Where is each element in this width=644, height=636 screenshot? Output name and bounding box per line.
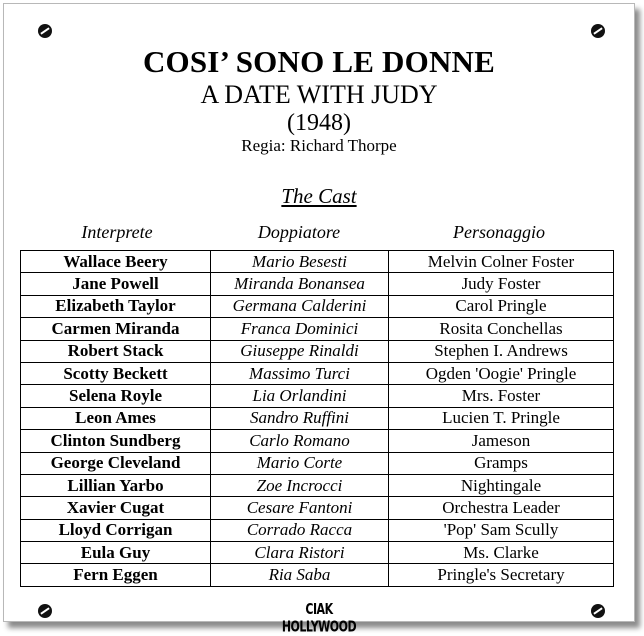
character-cell: Ms. Clarke (389, 542, 614, 564)
table-row (21, 340, 614, 362)
actor-cell: Selena Royle (21, 385, 211, 407)
actor-cell: Scotty Beckett (21, 362, 211, 384)
actor-cell: Wallace Beery (21, 251, 211, 273)
table-row (21, 430, 614, 452)
character-cell: Orchestra Leader (389, 497, 614, 519)
original-title: A DATE WITH JUDY (200, 80, 438, 109)
character-cell: Ogden 'Oogie' Pringle (389, 362, 614, 384)
character-cell: Rosita Conchellas (389, 318, 614, 340)
dubber-cell: Ria Saba (211, 564, 389, 586)
dubber-cell: Mario Besesti (211, 251, 389, 273)
dubber-cell: Massimo Turci (211, 362, 389, 384)
character-cell: 'Pop' Sam Scully (389, 519, 614, 541)
actor-cell: Eula Guy (21, 542, 211, 564)
screw-top-left-icon (38, 24, 52, 38)
character-cell: Judy Foster (389, 273, 614, 295)
table-row (21, 273, 614, 295)
actor-cell: Lloyd Corrigan (21, 519, 211, 541)
actor-cell: Carmen Miranda (21, 318, 211, 340)
dubber-cell: Zoe Incrocci (211, 474, 389, 496)
table-row (21, 564, 614, 586)
table-row (21, 407, 614, 429)
director-credit: Regia: Richard Thorpe (241, 136, 397, 155)
dubber-cell: Germana Calderini (211, 295, 389, 317)
column-header-actor: Interprete (81, 222, 153, 242)
actor-cell: Fern Eggen (21, 564, 211, 586)
character-cell: Gramps (389, 452, 614, 474)
table-row (21, 362, 614, 384)
ciak-hollywood-logo: CIAK HOLLYWOOD (281, 600, 357, 636)
character-cell: Jameson (389, 430, 614, 452)
cast-section-title: The Cast (281, 184, 357, 208)
table-row (21, 318, 614, 340)
character-cell: Stephen I. Andrews (389, 340, 614, 362)
dubber-cell: Corrado Racca (211, 519, 389, 541)
release-year: (1948) (287, 110, 351, 136)
character-cell: Nightingale (389, 474, 614, 496)
actor-cell: Jane Powell (21, 273, 211, 295)
table-row (21, 251, 614, 273)
table-row (21, 474, 614, 496)
actor-cell: Leon Ames (21, 407, 211, 429)
screw-bottom-right-icon (591, 604, 605, 618)
dubber-cell: Franca Dominici (211, 318, 389, 340)
cast-table (20, 250, 614, 587)
screw-top-right-icon (591, 24, 605, 38)
table-row (21, 452, 614, 474)
cast-table-body (21, 251, 614, 587)
character-cell: Lucien T. Pringle (389, 407, 614, 429)
character-cell: Carol Pringle (389, 295, 614, 317)
actor-cell: Clinton Sundberg (21, 430, 211, 452)
dubber-cell: Miranda Bonansea (211, 273, 389, 295)
actor-cell: Robert Stack (21, 340, 211, 362)
actor-cell: George Cleveland (21, 452, 211, 474)
table-row (21, 385, 614, 407)
table-row (21, 295, 614, 317)
dubber-cell: Cesare Fantoni (211, 497, 389, 519)
character-cell: Melvin Colner Foster (389, 251, 614, 273)
character-cell: Pringle's Secretary (389, 564, 614, 586)
screw-bottom-left-icon (38, 604, 52, 618)
column-header-dubber: Doppiatore (257, 222, 341, 242)
actor-cell: Xavier Cugat (21, 497, 211, 519)
dubber-cell: Carlo Romano (211, 430, 389, 452)
table-row (21, 519, 614, 541)
character-cell: Mrs. Foster (389, 385, 614, 407)
cast-plate (3, 3, 635, 636)
column-header-character: Personaggio (453, 222, 545, 242)
dubber-cell: Sandro Ruffini (211, 407, 389, 429)
actor-cell: Elizabeth Taylor (21, 295, 211, 317)
dubber-cell: Mario Corte (211, 452, 389, 474)
italian-title: COSI’ SONO LE DONNE (142, 44, 496, 79)
table-row (21, 542, 614, 564)
table-row (21, 497, 614, 519)
dubber-cell: Clara Ristori (211, 542, 389, 564)
dubber-cell: Lia Orlandini (211, 385, 389, 407)
actor-cell: Lillian Yarbo (21, 474, 211, 496)
dubber-cell: Giuseppe Rinaldi (211, 340, 389, 362)
